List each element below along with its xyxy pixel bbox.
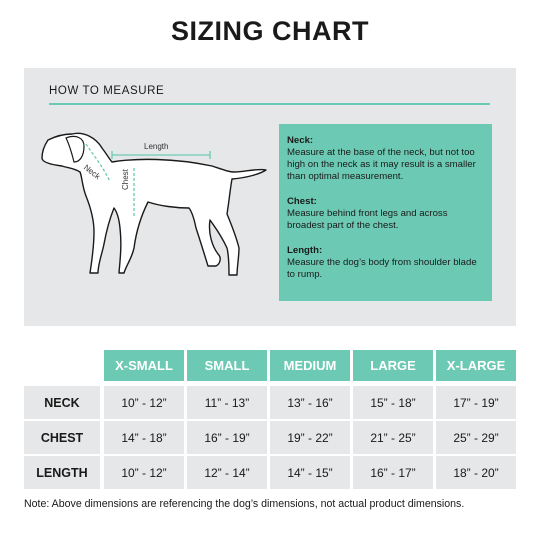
table-cell: 14” - 15” [270,456,350,489]
how-to-measure-heading: HOW TO MEASURE [49,85,165,97]
chest-instruction-text: Measure behind front legs and across broadest part of the chest. [287,208,448,231]
neck-instruction-text: Measure at the base of the neck, but not too high on the neck as it may result is a smaller than optimal measurement. [287,147,476,182]
table-cell: 11” - 13” [187,386,267,419]
table-cell: 14” - 18” [104,421,184,454]
table-cell: 13” - 16” [270,386,350,419]
table-cell: 19” - 22” [270,421,350,454]
table-cell: 17” - 19” [436,386,516,419]
length-label: Length [144,142,169,151]
table-cell: 16” - 19” [187,421,267,454]
column-header-large: LARGE [353,350,433,381]
footnote: Note: Above dimensions are referencing the dog’s dimensions, not actual product dimensions. [24,498,465,510]
column-header-x-small: X-SMALL [104,350,184,381]
neck-instruction-label: Neck: [287,135,314,146]
chest-label: Chest [121,169,130,190]
table-cell: 12” - 14” [187,456,267,489]
page-title: SIZING CHART [171,16,369,46]
column-header-x-large: X-LARGE [436,350,516,381]
table-cell: 16” - 17” [353,456,433,489]
table-cell: 15” - 18” [353,386,433,419]
chest-instruction [287,196,484,232]
table-cell: 10” - 12” [104,456,184,489]
table-cell: 18” - 20” [436,456,516,489]
length-instruction-text: Measure the dog’s body from shoulder blade to rump. [287,257,477,280]
table-cell: 21” - 25” [353,421,433,454]
length-instruction-label: Length: [287,245,323,256]
how-to-measure-panel [24,68,516,326]
dog-measurement-figure [24,68,274,326]
neck-instruction [287,135,484,183]
row-label-length: LENGTH [24,456,100,489]
length-instruction [287,245,484,281]
row-label-neck: NECK [24,386,100,419]
measurement-instructions [279,124,492,301]
column-header-medium: MEDIUM [270,350,350,381]
neck-label: Neck [81,162,102,182]
column-header-small: SMALL [187,350,267,381]
chest-instruction-label: Chest: [287,196,317,207]
table-cell: 25” - 29” [436,421,516,454]
row-label-chest: CHEST [24,421,100,454]
table-cell: 10” - 12” [104,386,184,419]
